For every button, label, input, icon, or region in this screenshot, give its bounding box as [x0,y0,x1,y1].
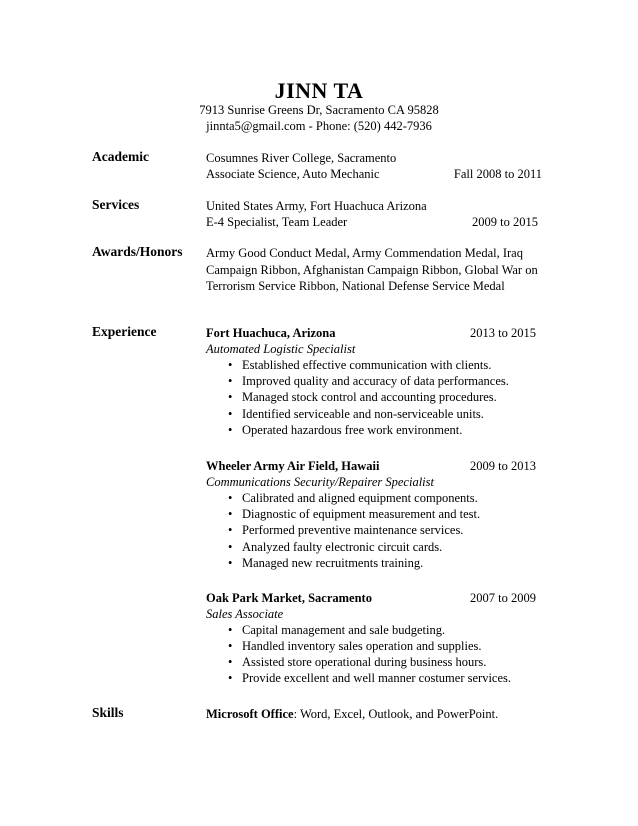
bullet-item: • Established effective communication with clients. [206,357,536,373]
job-position: Automated Logistic Specialist [206,342,356,356]
job-position: Communications Security/Repairer Specialist [206,474,434,489]
bullet-item: • Identified serviceable and non-serviceable units. [206,406,536,422]
bullet-item: • Diagnostic of equipment measurement and test. [206,506,536,522]
academic-dates: Fall 2008 to 2011 [453,167,542,181]
job-bullets [206,622,536,687]
bullet-item: • Analyzed faulty electronic circuit cards. [206,539,536,555]
skills-label: Microsoft Office [206,707,294,721]
job-entry-2 [206,458,536,571]
academic-degree-row [206,166,542,182]
job-dates: 2009 to 2013 [470,458,536,473]
academic-degree: Associate Science, Auto Mechanic [206,167,380,181]
bullet-item: • Improved quality and accuracy of data performances. [206,373,536,389]
job-employer: Fort Huachuca, Arizona [206,326,336,340]
job-entry-1 [206,325,536,438]
candidate-name: JINN TA [274,78,364,103]
job-position: Sales Associate [206,606,284,621]
job-employer: Oak Park Market, Sacramento [206,590,372,605]
academic-school: Cosumnes River College, Sacramento [206,151,397,165]
contact-line: jinnta5@gmail.com - Phone: (520) 442-7936 [206,119,432,133]
skills-body [206,706,566,722]
services-role-row [206,214,538,230]
bullet-item: • Performed preventive maintenance services. [206,522,536,538]
bullet-item: • Provide excellent and well manner costumer services. [206,670,536,686]
job-header-row [206,590,536,606]
job-dates: 2007 to 2009 [470,590,536,605]
academic-heading: Academic [92,149,149,164]
services-org: United States Army, Fort Huachuca Arizona [206,199,427,213]
job-header-row [206,325,536,341]
bullet-item: • Operated hazardous free work environment. [206,422,536,438]
bullet-item: • Assisted store operational during business hours. [206,654,536,670]
awards-heading: Awards/Honors [92,244,183,259]
job-bullets [206,357,536,438]
academic-body [206,149,542,181]
services-heading: Services [92,197,140,212]
services-body [206,197,538,229]
bullet-item: • Managed stock control and accounting procedures. [206,389,536,405]
bullet-item: • Handled inventory sales operation and supplies. [206,638,536,654]
skills-heading: Skills [92,705,124,720]
job-header-row [206,458,536,474]
services-role: E-4 Specialist, Team Leader [206,215,348,229]
job-bullets [206,490,536,571]
bullet-item: • Managed new recruitments training. [206,555,536,571]
services-dates: 2009 to 2015 [472,215,538,229]
skills-text: : Word, Excel, Outlook, and PowerPoint. [293,707,499,721]
experience-body [206,325,536,687]
job-entry-3 [206,590,536,687]
address-line: 7913 Sunrise Greens Dr, Sacramento CA 95828 [199,103,439,117]
awards-text: Army Good Conduct Medal, Army Commendation Medal, Iraq Campaign Ribbon, Afghanistan Campaign Ribbon, Global War on Terrorism Service Ribbon, National Defense Service Medal [206,246,538,293]
job-employer: Wheeler Army Air Field, Hawaii [206,458,380,473]
experience-heading: Experience [92,324,157,339]
bullet-item: • Calibrated and aligned equipment components. [206,490,536,506]
bullet-item: • Capital management and sale budgeting. [206,622,536,638]
job-dates: 2013 to 2015 [470,326,536,340]
